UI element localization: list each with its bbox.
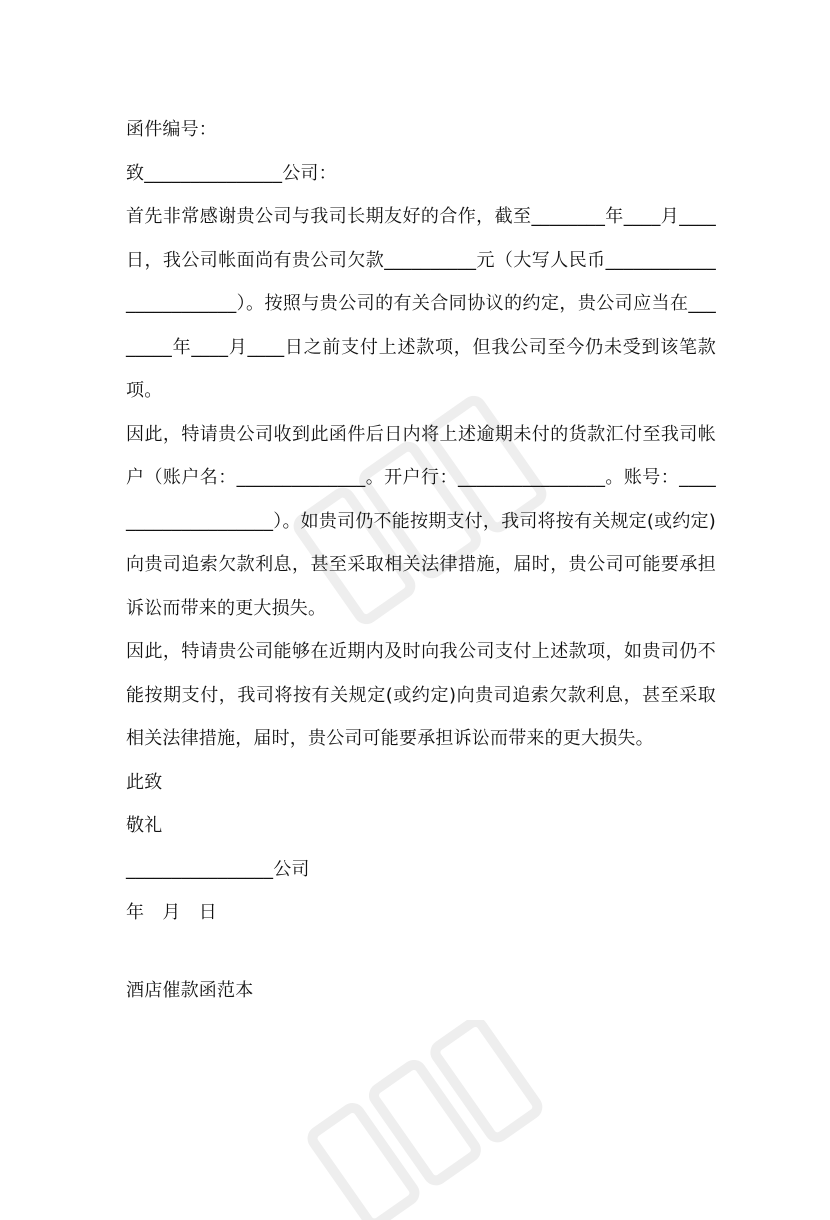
closing-salutation-1: 此致 <box>126 771 163 793</box>
signature-line: ________________公司 <box>126 858 310 880</box>
section-spacer <box>126 935 716 969</box>
letter-body <box>126 108 716 1012</box>
paragraph-2: 因此，特请贵公司收到此函件后日内将上述逾期未付的货款汇付至我司帐户（账户名：______________。开户行：________________。账号：____________________）。如贵司仍不能按期支付，我司将按有关规定(或约定)向贵司追索欠款利息，甚至采取相关法律措施，届时，贵公司可能要承担诉讼而带来的更大损失。 <box>126 423 716 619</box>
recipient-line: 致_______________公司： <box>126 162 337 184</box>
paragraph-3: 因此，特请贵公司能够在近期内及时向我公司支付上述款项，如贵司仍不能按期支付，我司将按有关规定(或约定)向贵司追索欠款利息，甚至采取相关法律措施，届时，贵公司可能要承担诉讼而带来的更大损失。 <box>126 641 716 749</box>
watermark-logo-bottom <box>290 1020 550 1220</box>
letter-number: 函件编号： <box>126 119 217 140</box>
closing-salutation-2: 敬礼 <box>126 815 163 836</box>
date-line: 年 月 日 <box>126 902 217 923</box>
footer-title: 酒店催款函范本 <box>126 979 254 1001</box>
paragraph-1: 首先非常感谢贵公司与我司长期友好的合作，截至________年____月____日，我公司帐面尚有贵公司欠款__________元（大写人民币________________________）。按照与贵公司的有关合同协议的约定，贵公司应当在________年____月____日之前支付上述款项，但我公司至今仍未受到该笔款项。 <box>126 206 716 401</box>
